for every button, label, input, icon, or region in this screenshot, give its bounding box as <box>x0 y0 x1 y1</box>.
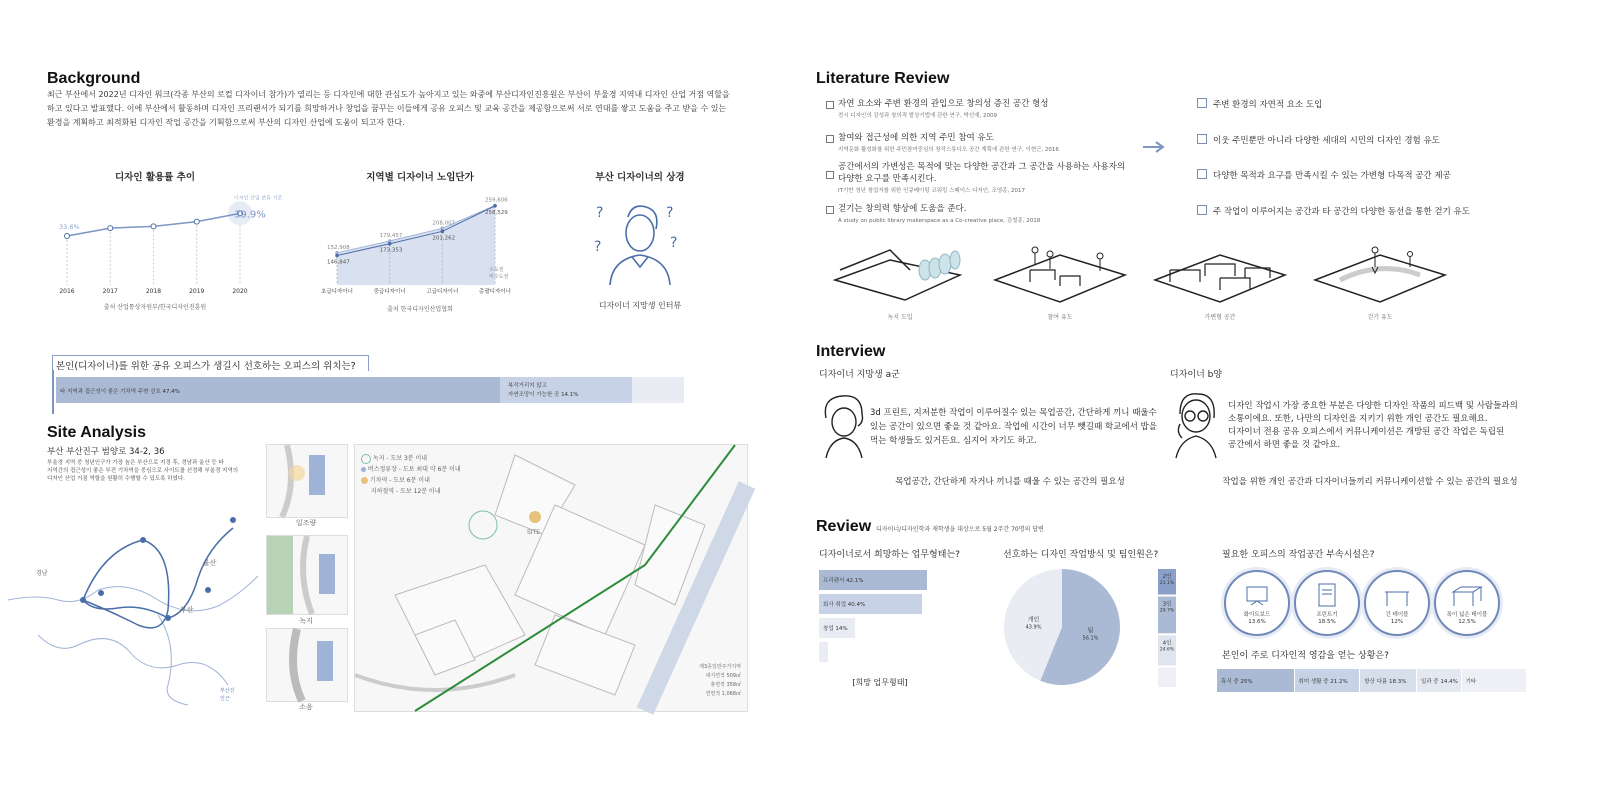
usage-x-tick: 2017 <box>102 288 118 295</box>
site-desc-line: 디자인 산업 거점 역할을 원활히 수행할 수 있도록 하였다. <box>47 476 185 482</box>
noise-thumbnail <box>266 628 348 702</box>
result-checkbox <box>1197 205 1207 215</box>
literature-checkbox <box>826 206 834 214</box>
site-detail-map <box>354 444 748 712</box>
map-legend-item: 부산진 <box>220 688 235 694</box>
greenery-thumbnail <box>266 535 348 615</box>
wage-value-label: 201,262 <box>432 235 456 242</box>
wage-x-tick: 고급디자이너 <box>426 289 459 295</box>
inspiration-segment-label: 취미 생활 중 21.2% <box>1298 679 1348 685</box>
team-size-pct: 29.7% <box>1159 608 1175 614</box>
work-style-pie-chart <box>1000 565 1190 690</box>
team-size-label: 2인 <box>1162 574 1172 580</box>
interview-b-summary: 작업을 위한 개인 공간과 디자이너들끼리 커뮤니케이션할 수 있는 공간의 필요성 <box>1222 477 1518 487</box>
access-legend-item: 기차역 - 도보 6분 이내 <box>361 475 461 486</box>
wage-point <box>441 230 445 234</box>
usage-first-value-label: 33.6% <box>59 223 80 232</box>
usage-x-tick: 2018 <box>145 288 162 295</box>
literature-result: 이웃 주민뿐만 아니라 다양한 세대의 시민의 디자인 경험 유도 <box>1213 136 1440 146</box>
review-subtitle: 디자이너/디자인학과 재학생을 대상으로 5월 2주간 70명의 답변 <box>876 526 1044 533</box>
interviewee-b-name: 디자이너 b양 <box>1170 370 1223 380</box>
sketch-label: 가변형 공간 <box>1204 314 1236 321</box>
result-checkbox <box>1197 134 1207 144</box>
usage-chart-title: 디자인 활용률 추이 <box>114 172 196 183</box>
site-description <box>47 459 257 483</box>
literature-item: 참여와 접근성에 의한 지역 주민 참여 유도 지역문화 활성화를 위한 주민참여중심의 창작스튜디오 공간 계획에 관한 연구, 이현근, 2016 <box>838 133 1059 153</box>
usage-point <box>108 226 113 231</box>
office-bar-nature-line: 복작거리지 않고 <box>508 383 547 389</box>
wage-line-chart <box>315 185 530 300</box>
site-address: 부산 부산진구 범양로 34-2, 36 <box>47 447 165 457</box>
walking-sketch <box>1310 240 1450 310</box>
participation-sketch <box>990 240 1130 310</box>
region-label-busan: 부산 <box>180 606 194 614</box>
interview-b-line: 소통이에요. 또한, 나만의 디자인을 지키기 위한 개인 공간도 필요해요. <box>1228 414 1488 424</box>
background-line: 최근 부산에서 2022년 디자인 워크(각종 부산의 로컬 디자이너 참가)가 열리는 등 디자인에 대한 관심도가 높아지고 있는 와중에 부산디자인진흥원은 부산이 부울경 지역내 디자인 산업 거점 역할을 <box>47 90 730 99</box>
region-label-ulsan: 울산 <box>203 559 217 567</box>
wage-point <box>388 242 392 246</box>
literature-title: Literature Review <box>816 70 950 87</box>
inspiration-stacked-bar <box>1217 669 1527 692</box>
facility-wide-table <box>1434 570 1500 636</box>
access-legend-item: 버스정류장 - 도보 최대 약 6분 이내 <box>361 464 461 475</box>
background-title: Background <box>47 70 141 87</box>
sketch-label: 걷기 유도 <box>1367 314 1393 321</box>
literature-item: 자연 요소와 주변 환경의 관입으로 창의성 증진 공간 형성 전시 디자인의 감성과 창의적 발상기법에 관한 연구, 박선재, 2009 <box>838 99 1049 119</box>
review-question-4: 본인이 주로 디자인적 영감을 얻는 상황은? <box>1222 651 1389 661</box>
facility-printer <box>1294 570 1360 636</box>
usage-x-tick: 2020 <box>232 288 248 295</box>
office-bar-nature-label <box>508 382 579 400</box>
team-size-segment <box>1158 667 1176 687</box>
wage-chart-source: 출처 한국디자인산업협회 <box>387 306 453 313</box>
wage-legend-label: 비수도권 <box>489 274 509 280</box>
wage-legend-label: 수도권 <box>489 267 504 273</box>
confused-designer-icon <box>590 195 690 290</box>
designer-card-caption: 디자이너 지망생 인터뷰 <box>598 301 682 310</box>
arrow-right-icon <box>1143 141 1169 153</box>
usage-highlight-value: 39.9% <box>234 209 266 221</box>
work-type-bar-label: 창업 14% <box>823 626 848 632</box>
interview-a-line: 먹는 학생들도 있거든요. 심지어 자기도 하고. <box>870 436 1037 446</box>
interview-a-line: 3d 프린트, 지저분한 작업이 이루어질수 있는 목업공간, 간단하게 끼니 때울수 <box>870 408 1157 418</box>
result-checkbox <box>1197 98 1207 108</box>
literature-item: 걷기는 창의력 향상에 도움을 준다. A study on public library makerspace as a Co-creative place, 김철종, 2018 <box>838 204 1041 224</box>
work-type-bar <box>819 642 828 662</box>
team-size-pct: 24.6% <box>1159 647 1175 653</box>
pie-slice-pct: 56.1% <box>1082 635 1099 642</box>
work-type-bar-chart <box>819 570 969 665</box>
inspiration-segment-label: 휴식 중 25% <box>1221 679 1253 685</box>
review-title: Review <box>816 518 872 535</box>
wage-x-tick: 초급디자이너 <box>321 289 353 295</box>
interview-title: Interview <box>816 343 886 360</box>
literature-result: 주변 환경의 자연적 요소 도입 <box>1213 100 1323 110</box>
background-line: 하고 있다고 발표했다. 이에 부산에서 활동하며 디자인 프리랜서가 되기를 희망하거나 창업을 꿈꾸는 이들에게 공유 오피스 및 교육 공간을 제공함으로써 서로 연대를 쌓고 도움을 주고 받을 수 있는 <box>47 104 727 113</box>
wage-value-label: 259,606 <box>485 197 508 204</box>
wage-value-label: 258,529 <box>485 209 508 216</box>
wage-value-label: 208,007 <box>432 220 456 227</box>
zoning-line: 제3종일반주거지역 <box>699 664 741 670</box>
usage-x-tick: 2016 <box>59 288 75 295</box>
wage-value-label: 179,457 <box>379 233 403 240</box>
sketch-label: 참여 유도 <box>1047 314 1073 321</box>
work-chart-footer: [희망 업무형태] <box>852 678 908 687</box>
pie-slice-label: 개인 <box>1027 616 1040 624</box>
interview-a-quote <box>870 406 1157 448</box>
interviewee-a-name: 디자이너 지망생 a군 <box>819 370 900 380</box>
access-legend <box>361 453 461 497</box>
access-legend-item: 녹지 - 도보 3분 이내 <box>361 453 461 464</box>
wage-value-label: 146,847 <box>327 259 350 266</box>
office-bar-other <box>632 377 684 403</box>
facility-label: 폭이 넓은 테이블 12.5% <box>1446 612 1488 625</box>
office-question-title: 본인(디자이너)를 위한 공유 오피스가 생길시 선호하는 오피스의 위치는? <box>56 361 356 372</box>
greenery-sketch <box>830 240 970 310</box>
site-title: Site Analysis <box>47 424 147 441</box>
usage-point <box>151 224 156 229</box>
thumb-label-noise: 소음 <box>299 703 313 711</box>
office-question-pointer <box>52 370 54 414</box>
result-checkbox <box>1197 169 1207 179</box>
designer-card-title: 부산 디자이너의 상경 <box>595 172 685 183</box>
wage-value-label: 173,353 <box>379 247 403 254</box>
site-marker-label: SITE <box>527 529 541 536</box>
literature-result: 주 작업이 이루어지는 공간과 타 공간의 다양한 동선을 통한 걷기 유도 <box>1213 207 1470 217</box>
svg-text:?: ? <box>670 235 678 251</box>
inspiration-segment-label: 항상 다름 18.3% <box>1364 679 1407 685</box>
access-legend-item: 지하철역 - 도보 12분 이내 <box>370 488 441 495</box>
background-line: 환경을 계획하고 최적화된 디자인 작업 공간을 기획함으로써 부산의 디자인 산업에 도움이 되고자 한다. <box>47 118 405 127</box>
site-desc-line: 지역간의 접근성이 좋은 부전 기차역을 중심으로 사이트를 선정해 부울경 지역의 <box>47 468 239 474</box>
zoning-line: 총면적 358㎡ <box>710 682 741 688</box>
svg-text:?: ? <box>594 239 602 255</box>
usage-point <box>194 219 199 224</box>
sketch-label: 녹지 도입 <box>887 314 913 321</box>
usage-x-tick: 2019 <box>189 288 205 295</box>
facility-whiteboard <box>1224 570 1290 636</box>
interview-b-line: 디자이너 전용 공유 오피스에서 커뮤니케이션은 개방된 공간 작업은 독립된 <box>1228 427 1505 437</box>
facility-label: 긴 테이블 12% <box>1385 612 1409 625</box>
glasses-person-icon <box>1168 388 1224 460</box>
thumb-label-sunlight: 일조량 <box>295 519 317 527</box>
wage-x-tick: 중급디자이너 <box>373 289 406 295</box>
region-label-gyeongnam: 경남 <box>36 570 48 577</box>
facility-label: 프린트기 18.5% <box>1316 612 1338 625</box>
wage-chart-title: 지역별 디자이너 노임단가 <box>366 172 474 183</box>
team-size-label: 4인 <box>1162 640 1172 647</box>
inspiration-segment-label: 기타 <box>1465 679 1477 685</box>
facility-long-table <box>1364 570 1430 636</box>
work-type-bar-label: 프리랜서 42.1% <box>823 578 864 584</box>
review-question-1: 디자이너로서 희망하는 업무형태는? <box>819 550 960 560</box>
literature-checkbox <box>826 171 834 179</box>
background-paragraph <box>47 88 767 130</box>
svg-text:?: ? <box>596 205 604 221</box>
inspiration-segment-label: 일과 중 14.4% <box>1420 679 1458 685</box>
curly-hair-person-icon <box>818 390 868 460</box>
usage-highlight-label: 디자인 산업 분류 기준 <box>234 195 283 202</box>
regional-route-map <box>8 495 258 710</box>
team-size-pct: 21.1% <box>1159 581 1175 586</box>
zoning-info <box>699 663 741 699</box>
zoning-line: 대지면적 509㎡ <box>705 673 741 679</box>
svg-text:?: ? <box>666 205 674 221</box>
interview-a-line: 있는 공간이 있으면 좋을 것 같아요. 작업에 시간이 너무 뺏길때 학교에서 밥을 <box>870 422 1157 432</box>
zoning-line: 연면적 1,068㎡ <box>705 691 741 697</box>
map-legend-item: 인근 <box>220 696 230 702</box>
review-question-3: 필요한 오피스의 작업공간 부속시설은? <box>1222 550 1375 560</box>
sunlight-thumbnail <box>266 444 348 518</box>
wage-value-label: 152,908 <box>327 244 350 251</box>
team-size-label: 3인 <box>1162 601 1172 608</box>
literature-item: 공간에서의 가변성은 목적에 맞는 다양한 공간과 그 공간을 사용하는 사용자의 다양한 요구를 만족시킨다. IT기반 청년 창업자를 위한 인큐베이팅 코워킹 스페이스 디자인, 조영종, 2017 <box>838 162 1126 194</box>
interview-a-summary: 목업공간, 간단하게 자거나 끼니를 때울 수 있는 공간의 필요성 <box>895 477 1125 487</box>
interview-b-line: 디자인 작업시 가장 중요한 부분은 다양한 디자인 작품의 피드백 및 사람들과의 <box>1228 401 1518 411</box>
wage-x-tick: 총괄디자이너 <box>479 289 511 295</box>
literature-checkbox <box>826 101 834 109</box>
site-desc-line: 부울경 지역 중 청년인구가 가장 높은 부산으로 지정 후, 경남과 울산 등 타 <box>47 460 224 466</box>
literature-result: 다양한 목적과 요구를 만족시킬 수 있는 가변형 다목적 공간 제공 <box>1213 171 1451 181</box>
office-bar-station-label: 타 지역과 접근성이 좋은 기차역 주변 선호 47.4% <box>60 389 181 395</box>
review-question-2: 선호하는 디자인 작업방식 및 팀인원은? <box>1003 550 1159 560</box>
interview-b-quote <box>1228 400 1518 452</box>
literature-checkbox <box>826 135 834 143</box>
usage-chart-source: 출처 산업통상자원부/한국디자인진흥원 <box>103 304 207 311</box>
flexible-space-sketch <box>1150 240 1290 310</box>
wage-point <box>493 204 497 208</box>
work-type-bar-label: 회사 취업 40.4% <box>823 602 866 608</box>
thumb-label-greenery: 녹지 <box>299 617 313 625</box>
facility-label: 화이트보드 13.6% <box>1243 612 1271 625</box>
pie-slice-label: 팀 <box>1087 627 1094 635</box>
pie-slice-pct: 43.9% <box>1025 624 1042 631</box>
interview-b-line: 공간에서 하면 좋을 것 같아요. <box>1228 440 1341 450</box>
usage-point <box>65 234 70 239</box>
office-bar-nature-line: 자연조망이 가능한 곳 14.1% <box>508 392 579 398</box>
wage-point <box>335 254 339 258</box>
usage-line-chart <box>55 185 283 300</box>
